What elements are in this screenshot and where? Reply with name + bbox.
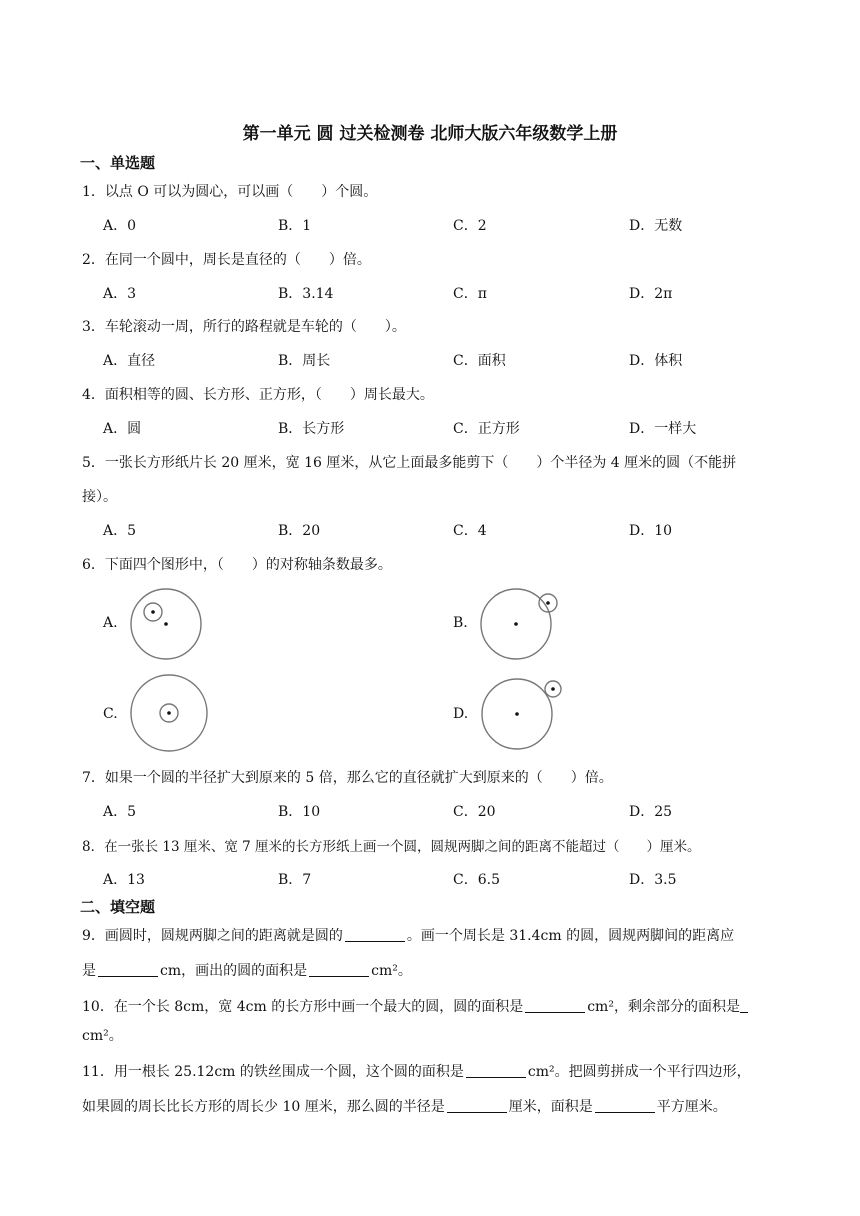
q4-option-b[interactable]: B．长方形	[278, 421, 345, 437]
q9-text-5: cm²。	[371, 963, 412, 979]
q9-text-4: cm，画出的圆的面积是	[160, 963, 308, 979]
q3-option-b[interactable]: B．周长	[278, 353, 331, 369]
q6-figure-b[interactable]	[478, 587, 563, 662]
q1-option-a[interactable]: A．0	[103, 218, 137, 234]
q1-option-c[interactable]: C．2	[453, 218, 487, 234]
question-3-stem: 3．车轮滚动一周，所行的路程就是车轮的（ ）。	[82, 319, 406, 335]
q11-text-1: 11．用一根长 25.12cm 的铁丝围成一个圆，这个圆的面积是	[82, 1064, 464, 1080]
question-11-line-1	[82, 1061, 751, 1081]
question-6-stem: 6．下面四个图形中，（ ）的对称轴条数最多。	[82, 557, 392, 573]
question-9-line-1	[82, 925, 734, 945]
q3-option-a[interactable]: A．直径	[103, 353, 156, 369]
q10-blank-2[interactable]	[740, 998, 748, 1013]
q4-option-a[interactable]: A．圆	[103, 421, 142, 437]
question-2-stem: 2．在同一个圆中，周长是直径的（ ）倍。	[82, 252, 371, 268]
q11-blank-2[interactable]	[447, 1098, 507, 1113]
q2-option-b[interactable]: B．3.14	[278, 286, 334, 302]
q8-option-b[interactable]: B．7	[278, 872, 312, 888]
question-1-stem: 1．以点 O 可以为圆心，可以画（ ）个圆。	[82, 184, 378, 200]
q1-option-b[interactable]: B．1	[278, 218, 312, 234]
q7-option-d[interactable]: D．25	[629, 804, 673, 820]
q5-option-b[interactable]: B．20	[278, 523, 321, 539]
q11-text-2: cm²。把圆剪拼成一个平行四边形，	[527, 1064, 751, 1080]
q11-blank-1[interactable]	[466, 1063, 526, 1078]
q8-option-a[interactable]: A．13	[103, 872, 145, 888]
q7-option-a[interactable]: A．5	[103, 804, 137, 820]
q5-option-d[interactable]: D．10	[629, 523, 673, 539]
question-5-stem: 5．一张长方形纸片长 20 厘米，宽 16 厘米，从它上面最多能剪下（ ）个半径为 4 厘米的圆（不能拼	[82, 455, 737, 471]
q10-blank-1[interactable]	[525, 998, 585, 1013]
q6-figure-a[interactable]	[128, 588, 208, 663]
question-7-stem: 7．如果一个圆的半径扩大到原来的 5 倍，那么它的直径就扩大到原来的（ ）倍。	[82, 770, 613, 786]
q9-blank-2[interactable]	[98, 962, 158, 977]
q7-option-c[interactable]: C．20	[453, 804, 496, 820]
q3-option-c[interactable]: C．面积	[453, 353, 506, 369]
q11-text-5: 平方厘米。	[656, 1099, 727, 1115]
q11-text-3: 如果圆的周长比长方形的周长少 10 厘米，那么圆的半径是	[82, 1099, 445, 1115]
q2-option-c[interactable]: C．π	[453, 286, 487, 302]
q6-figure-d[interactable]	[480, 678, 565, 753]
q5-option-a[interactable]: A．5	[103, 523, 137, 539]
q7-option-b[interactable]: B．10	[278, 804, 321, 820]
q6-option-d-label[interactable]: D.	[453, 706, 469, 722]
page-title: 第一单元 圆 过关检测卷 北师大版六年级数学上册	[242, 124, 618, 144]
question-10-line-2: cm²。	[82, 1028, 123, 1044]
q4-option-c[interactable]: C．正方形	[453, 421, 520, 437]
q2-option-a[interactable]: A．3	[103, 286, 137, 302]
q11-text-4: 厘米，面积是	[508, 1099, 593, 1115]
section-heading-single-choice: 一、单选题	[80, 154, 156, 172]
q5-option-c[interactable]: C．4	[453, 523, 487, 539]
q10-text-1: 10．在一个长 8cm，宽 4cm 的长方形中画一个最大的圆，圆的面积是	[82, 999, 524, 1015]
question-4-stem: 4．面积相等的圆、长方形、正方形，（ ）周长最大。	[82, 387, 434, 403]
q4-option-d[interactable]: D．一样大	[629, 421, 697, 437]
q6-option-b-label[interactable]: B.	[453, 615, 468, 631]
q3-option-d[interactable]: D．体积	[629, 353, 683, 369]
question-9-line-2	[82, 960, 412, 980]
q8-option-c[interactable]: C．6.5	[453, 872, 500, 888]
q9-blank-3[interactable]	[309, 962, 369, 977]
q6-option-c-label[interactable]: C.	[103, 706, 118, 722]
question-5-stem-continued: 接）。	[82, 489, 117, 505]
q2-option-d[interactable]: D．2π	[629, 286, 673, 302]
question-11-line-2	[82, 1096, 727, 1116]
q11-blank-3[interactable]	[595, 1098, 655, 1113]
q10-text-2: cm²，剩余部分的面积是	[587, 999, 740, 1015]
q9-text-3: 是	[82, 963, 96, 979]
q6-figure-c[interactable]	[130, 674, 210, 754]
section-heading-fill-in: 二、填空题	[80, 898, 156, 916]
q6-option-a-label[interactable]: A.	[103, 615, 118, 631]
q9-text-1: 9．画圆时，圆规两脚之间的距离就是圆的	[82, 928, 343, 944]
q9-text-2: 。画一个周长是 31.4cm 的圆，圆规两脚间的距离应	[406, 928, 735, 944]
question-8-stem: 8．在一张长 13 厘米、宽 7 厘米的长方形纸上画一个圆，圆规两脚之间的距离不能超过（ ）厘米。	[82, 839, 701, 855]
q8-option-d[interactable]: D．3.5	[629, 872, 677, 888]
q1-option-d[interactable]: D．无数	[629, 218, 683, 234]
question-10-line-1	[82, 996, 748, 1016]
q9-blank-1[interactable]	[345, 927, 405, 942]
